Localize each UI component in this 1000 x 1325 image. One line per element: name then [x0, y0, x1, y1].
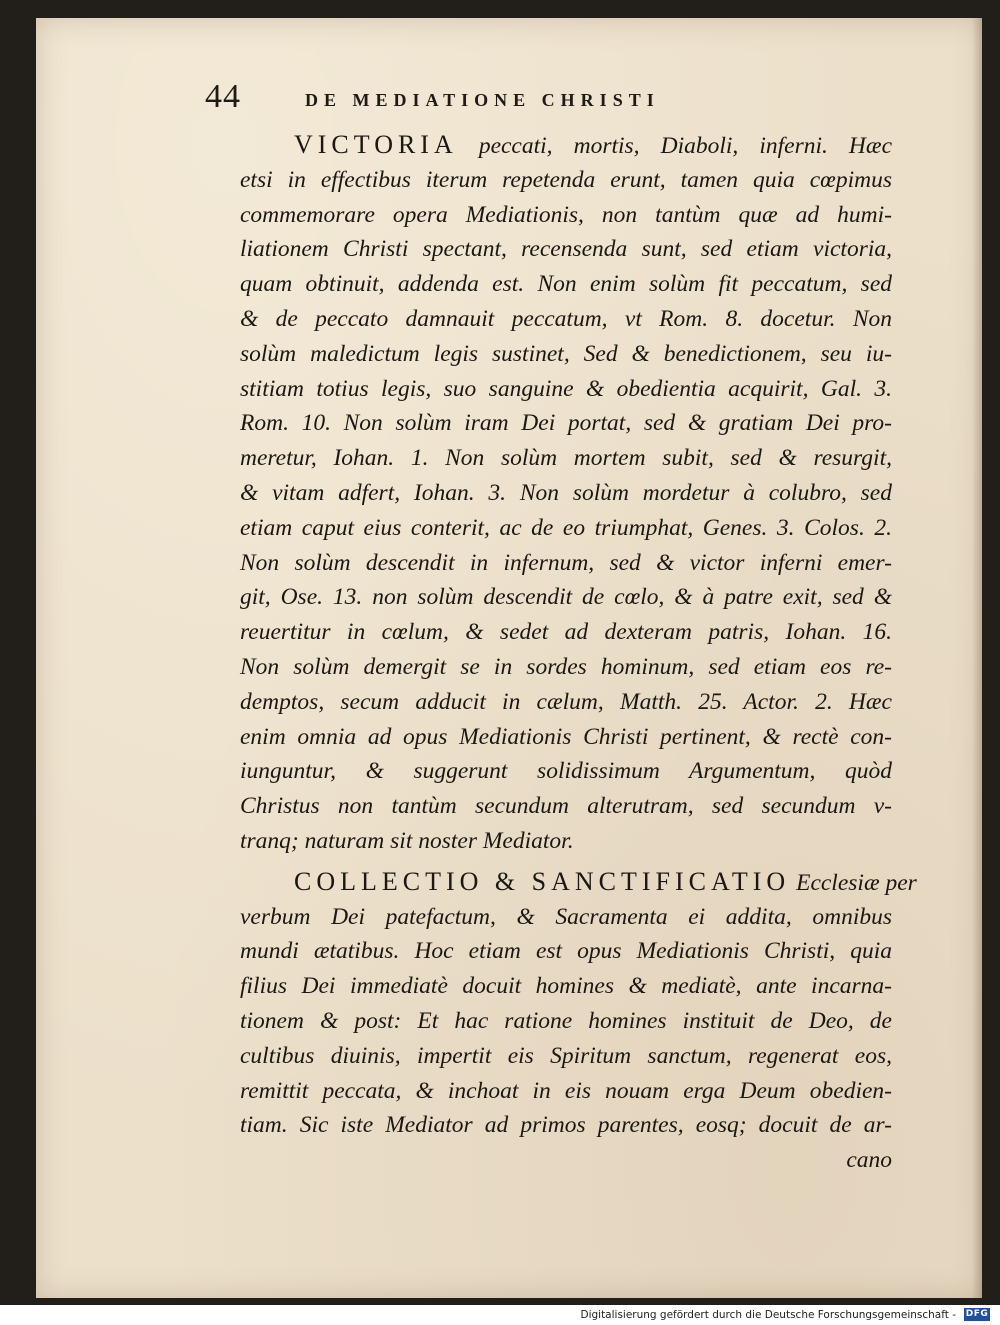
page-header [205, 78, 825, 118]
dfg-logo: DFG [965, 1309, 989, 1319]
text-line: cultibus diuinis, impertit eis Spiritum sanctum, regenerat eos, [240, 1042, 892, 1069]
text-line: Non solùm descendit in infernum, sed & victor inferni emer- [240, 549, 892, 576]
text-line: tiam. Sic iste Mediator ad primos parentes, eosq; docuit de ar- [240, 1112, 892, 1139]
text-line: verbum Dei patefactum, & Sacramenta ei addita, omnibus [240, 903, 892, 930]
text-line: & vitam adfert, Iohan. 3. Non solùm mordetur à colubro, sed [240, 479, 892, 506]
body-text [240, 128, 917, 1178]
text-line: enim omnia ad opus Mediationis Christi pertinent, & rectè con- [240, 723, 892, 750]
text-line: quam obtinuit, addenda est. Non enim solùm fit peccatum, sed [240, 271, 892, 298]
paragraph-1-first-line [240, 128, 892, 163]
text-line: mundi ætatibus. Hoc etiam est opus Mediationis Christi, quia [240, 938, 892, 965]
text-line: stitiam totius legis, suo sanguine & obedientia acquirit, Gal. 3. [240, 375, 892, 402]
text-line: filius Dei immediatè docuit homines & mediatè, ante incarna- [240, 973, 892, 1000]
text-line: etsi in effectibus iterum repetenda erunt, tamen quia cœpimus [240, 166, 892, 193]
paragraph-1-lead-word: VICTORIA [294, 130, 458, 159]
text-line: remittit peccata, & inchoat in eis nouam erga Deum obedien- [240, 1077, 892, 1104]
text-line: demptos, secum adducit in cælum, Matth. 25. Actor. 2. Hæc [240, 688, 892, 715]
text-line: meretur, Iohan. 1. Non solùm mortem subit, sed & resurgit, [240, 445, 892, 472]
text-line: solùm maledictum legis sustinet, Sed & benedictionem, seu iu- [240, 340, 892, 367]
paragraph-2-first-line [240, 865, 917, 900]
text-line: Christus non tantùm secundum alterutram, sed secundum v- [240, 793, 892, 820]
paragraph-1-first-line-text: peccati, mortis, Diaboli, inferni. Hæc [478, 133, 893, 159]
text-line: reuertitur in cœlum, & sedet ad dexteram patris, Iohan. 16. [240, 619, 892, 646]
footer-bar [0, 1305, 1000, 1325]
paragraph-2-first-line-text: Ecclesiæ per [796, 869, 917, 896]
text-line: commemorare opera Mediationis, non tantùm quæ ad humi- [240, 201, 892, 228]
paragraph-2-lead-words: COLLECTIO & SANCTIFICATIO [294, 866, 791, 896]
running-head: DE MEDIATIONE CHRISTI [305, 90, 660, 110]
text-line: & de peccato damnauit peccatum, vt Rom. 8. docetur. Non [240, 305, 892, 332]
catchword: cano [846, 1147, 892, 1174]
footer-credit: Digitalisierung gefördert durch die Deutsche Forschungsgemeinschaft - [580, 1309, 956, 1321]
text-line: tionem & post: Et hac ratione homines instituit de Deo, de [240, 1007, 892, 1034]
text-line: Non solùm demergit se in sordes hominum, sed etiam eos re- [240, 653, 892, 680]
page-edge-shadow [972, 18, 982, 1298]
text-line: iunguntur, & suggerunt solidissimum Argumentum, quòd [240, 758, 892, 785]
page-number: 44 [205, 78, 241, 115]
text-line: Rom. 10. Non solùm iram Dei portat, sed & gratiam Dei pro- [240, 410, 892, 437]
text-line: liationem Christi spectant, recensenda sunt, sed etiam victoria, [240, 236, 892, 263]
text-line: etiam caput eius conterit, ac de eo triumphat, Genes. 3. Colos. 2. [240, 514, 892, 541]
text-line: tranq; naturam sit noster Mediator. [240, 827, 574, 854]
text-line: git, Ose. 13. non solùm descendit de cœlo, & à patre exit, sed & [240, 584, 892, 611]
